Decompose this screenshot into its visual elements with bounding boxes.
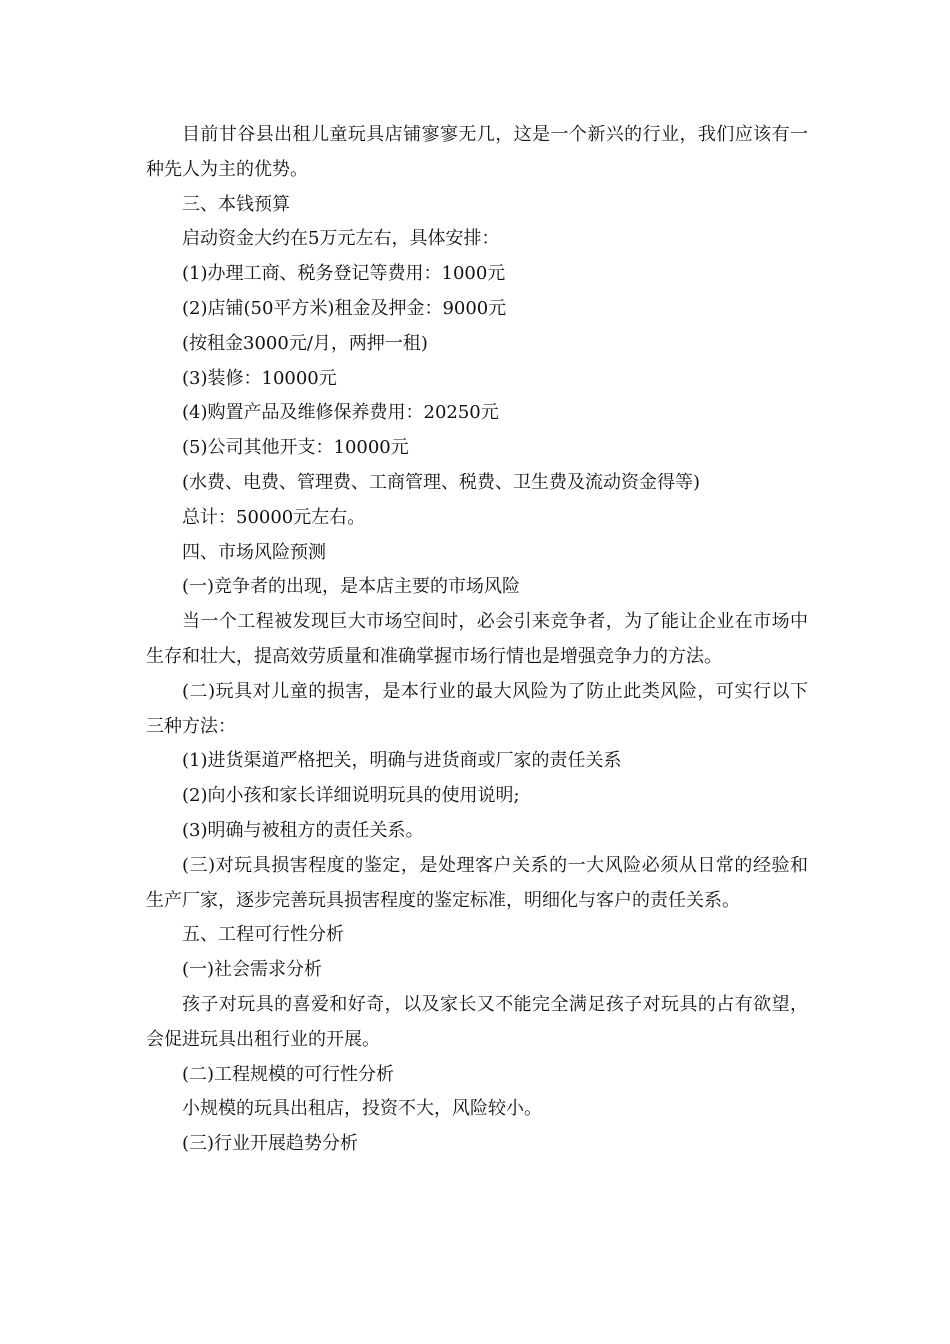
subheading-scale: (二)工程规模的可行性分析 [182,1063,395,1085]
budget-item-other-note: (水费、电费、管理费、工商管理、税费、卫生费及流动资金得等) [182,471,701,493]
budget-total: 总计：50000元左右。 [182,506,366,528]
method-item-1: (1)进货渠道严格把关，明确与进货商或厂家的责任关系 [182,750,622,772]
method-item-3: (3)明确与被租方的责任关系。 [182,819,424,841]
method-item-2: (2)向小孩和家长详细说明玩具的使用说明; [182,785,520,807]
subheading-social-demand: (一)社会需求分析 [182,959,323,981]
section-heading-feasibility: 五、工程可行性分析 [182,924,344,946]
paragraph-startup-funds: 启动资金大约在5万元左右，具体安排： [182,228,500,250]
paragraph-toy-harm: (二)玩具对儿童的损害，是本行业的最大风险为了防止此类风险，可实行以下三种方法： [146,680,808,737]
budget-item-rent: (2)店铺(50平方米)租金及押金：9000元 [182,297,507,319]
paragraph-scale: 小规模的玩具出租店，投资不大，风险较小。 [182,1098,542,1120]
budget-item-rent-note: (按租金3000元/月，两押一租) [182,332,428,354]
paragraph-damage-assessment: (三)对玩具损害程度的鉴定，是处理客户关系的一大风险必须从日常的经验和生产厂家，逐步完善玩具损害程度的鉴定标准，明细化与客户的责任关系。 [146,854,808,911]
budget-item-other: (5)公司其他开支：10000元 [182,437,409,459]
paragraph-competition: 当一个工程被发现巨大市场空间时，必会引来竞争者，为了能让企业在市场中生存和壮大，提高效劳质量和准确掌握市场行情也是增强竞争力的方法。 [146,611,808,667]
paragraph-social-demand: 孩子对玩具的喜爱和好奇，以及家长又不能完全满足孩子对玩具的占有欲望，会促进玩具出租行业的开展。 [146,993,808,1050]
paragraph-intro: 目前甘谷县出租儿童玩具店铺寥寥无几，这是一个新兴的行业，我们应该有一种先人为主的优势。 [146,124,808,180]
budget-item-registration: (1)办理工商、税务登记等费用：1000元 [182,263,506,285]
subheading-trend: (三)行业开展趋势分析 [182,1133,359,1155]
document-body [146,118,808,1162]
section-heading-budget: 三、本钱预算 [182,193,290,215]
budget-item-products: (4)购置产品及维修保养费用：20250元 [182,402,499,424]
section-heading-risk: 四、市场风险预测 [182,541,326,563]
budget-item-decoration: (3)装修：10000元 [182,367,337,389]
subheading-competition: (一)竞争者的出现，是本店主要的市场风险 [182,576,521,598]
